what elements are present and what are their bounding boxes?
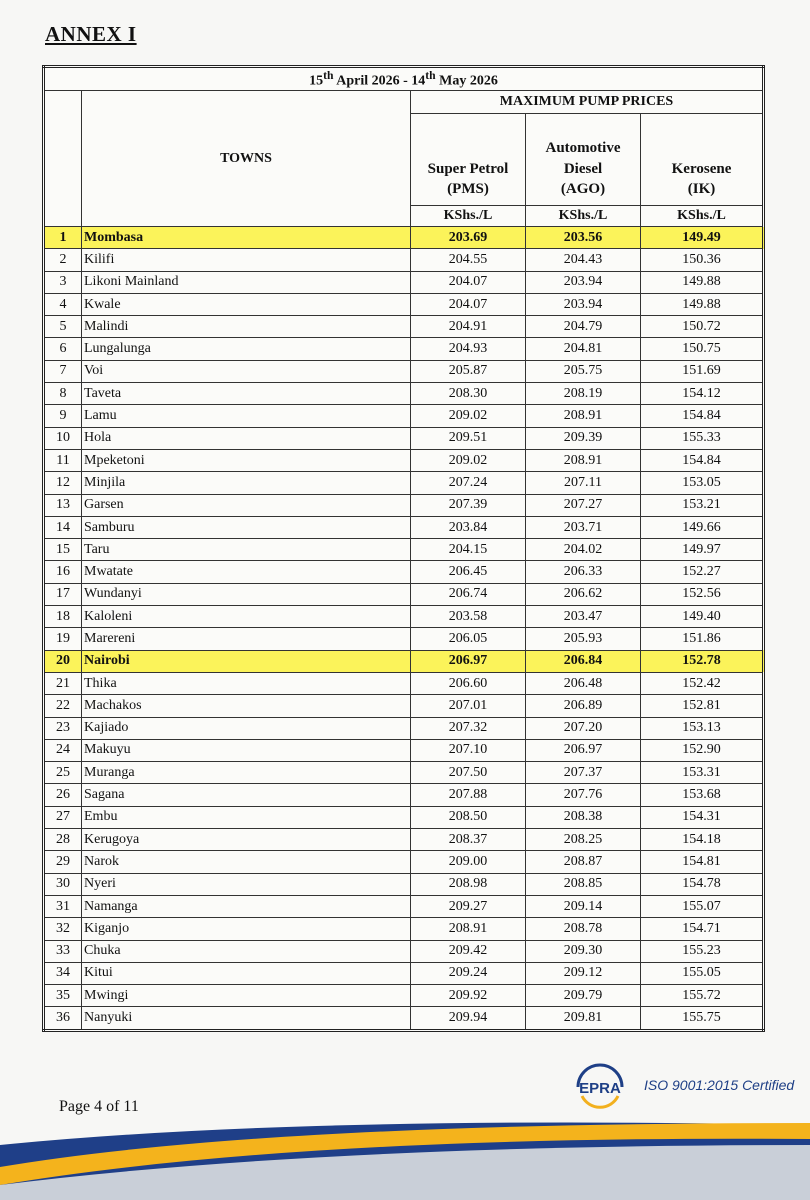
town-name: Mombasa <box>82 227 411 249</box>
table-row <box>44 1007 764 1030</box>
ik-price: 154.12 <box>641 383 764 405</box>
row-number: 19 <box>44 628 82 650</box>
table-row <box>44 628 764 650</box>
table-row <box>44 561 764 583</box>
row-number: 9 <box>44 405 82 427</box>
pms-price: 209.02 <box>411 405 526 427</box>
row-number: 8 <box>44 383 82 405</box>
table-row <box>44 829 764 851</box>
row-number: 4 <box>44 293 82 315</box>
pms-price: 209.51 <box>411 427 526 449</box>
ago-price: 208.91 <box>526 405 641 427</box>
town-name: Kajiado <box>82 717 411 739</box>
table-row <box>44 762 764 784</box>
pms-price: 203.69 <box>411 227 526 249</box>
row-number: 34 <box>44 962 82 984</box>
row-number: 28 <box>44 829 82 851</box>
table-row <box>44 360 764 382</box>
table-row <box>44 249 764 271</box>
table-row <box>44 227 764 249</box>
town-name: Chuka <box>82 940 411 962</box>
ago-price: 208.87 <box>526 851 641 873</box>
ik-price: 154.84 <box>641 449 764 471</box>
ik-price: 155.72 <box>641 985 764 1007</box>
table-row <box>44 918 764 940</box>
pms-price: 207.10 <box>411 739 526 761</box>
pms-price: 207.32 <box>411 717 526 739</box>
pms-price: 206.97 <box>411 650 526 672</box>
table-body <box>44 227 764 1031</box>
table-row <box>44 583 764 605</box>
ik-price: 153.21 <box>641 494 764 516</box>
pms-price: 204.91 <box>411 316 526 338</box>
pms-price: 209.94 <box>411 1007 526 1030</box>
ago-price: 207.20 <box>526 717 641 739</box>
pms-price: 203.58 <box>411 606 526 628</box>
row-number: 22 <box>44 695 82 717</box>
ik-price: 154.71 <box>641 918 764 940</box>
town-name: Mwatate <box>82 561 411 583</box>
ago-price: 205.93 <box>526 628 641 650</box>
town-name: Muranga <box>82 762 411 784</box>
epra-logo <box>570 1063 630 1109</box>
period-heading: 15th April 2026 - 14th May 2026 <box>44 67 764 91</box>
ago-price: 207.11 <box>526 472 641 494</box>
pms-price: 209.42 <box>411 940 526 962</box>
ik-price: 151.86 <box>641 628 764 650</box>
town-name: Wundanyi <box>82 583 411 605</box>
ik-price: 149.40 <box>641 606 764 628</box>
ago-price: 207.76 <box>526 784 641 806</box>
pms-price: 206.45 <box>411 561 526 583</box>
ik-price: 155.23 <box>641 940 764 962</box>
ago-price: 203.71 <box>526 516 641 538</box>
ago-column-header <box>526 114 641 206</box>
row-number: 24 <box>44 739 82 761</box>
row-number: 2 <box>44 249 82 271</box>
town-name: Machakos <box>82 695 411 717</box>
ik-price: 155.33 <box>641 427 764 449</box>
ago-price: 204.79 <box>526 316 641 338</box>
table-row <box>44 717 764 739</box>
town-name: Kaloleni <box>82 606 411 628</box>
pms-price: 204.55 <box>411 249 526 271</box>
pms-price: 208.50 <box>411 806 526 828</box>
row-number: 10 <box>44 427 82 449</box>
town-name: Makuyu <box>82 739 411 761</box>
ago-price: 208.91 <box>526 449 641 471</box>
row-number: 27 <box>44 806 82 828</box>
row-number: 16 <box>44 561 82 583</box>
pms-price: 204.15 <box>411 539 526 561</box>
ago-price: 206.89 <box>526 695 641 717</box>
ago-price: 209.12 <box>526 962 641 984</box>
town-name: Lamu <box>82 405 411 427</box>
ik-price: 152.27 <box>641 561 764 583</box>
ik-unit: KShs./L <box>641 206 764 227</box>
town-name: Nairobi <box>82 650 411 672</box>
ik-price: 150.75 <box>641 338 764 360</box>
table-row <box>44 338 764 360</box>
table-row <box>44 895 764 917</box>
town-name: Kerugoya <box>82 829 411 851</box>
ik-price: 152.42 <box>641 672 764 694</box>
town-name: Garsen <box>82 494 411 516</box>
ik-price: 153.05 <box>641 472 764 494</box>
table-row <box>44 516 764 538</box>
ago-header-line3: (AGO) <box>560 180 606 197</box>
ik-price: 155.05 <box>641 962 764 984</box>
row-number: 29 <box>44 851 82 873</box>
number-column-header <box>44 91 82 227</box>
pms-price: 207.39 <box>411 494 526 516</box>
ago-price: 207.37 <box>526 762 641 784</box>
ago-price: 208.19 <box>526 383 641 405</box>
row-number: 33 <box>44 940 82 962</box>
pms-price: 208.91 <box>411 918 526 940</box>
ik-header-line2: Kerosene <box>671 160 732 177</box>
table-row <box>44 606 764 628</box>
table-row <box>44 494 764 516</box>
pms-price: 207.01 <box>411 695 526 717</box>
ago-header-line2: Diesel <box>563 160 603 177</box>
ik-price: 150.36 <box>641 249 764 271</box>
town-name: Taru <box>82 539 411 561</box>
ik-price: 149.49 <box>641 227 764 249</box>
ago-price: 208.85 <box>526 873 641 895</box>
ik-header-line3: (IK) <box>687 180 716 197</box>
town-name: Nyeri <box>82 873 411 895</box>
ago-price: 206.48 <box>526 672 641 694</box>
table-row <box>44 940 764 962</box>
ik-price: 154.81 <box>641 851 764 873</box>
town-name: Sagana <box>82 784 411 806</box>
ik-price: 154.31 <box>641 806 764 828</box>
ik-price: 152.81 <box>641 695 764 717</box>
row-number: 23 <box>44 717 82 739</box>
town-name: Taveta <box>82 383 411 405</box>
ik-price: 149.88 <box>641 293 764 315</box>
pms-price: 205.87 <box>411 360 526 382</box>
row-number: 36 <box>44 1007 82 1030</box>
row-number: 15 <box>44 539 82 561</box>
logo-text: EPRA <box>579 1080 621 1097</box>
ik-column-header <box>641 114 764 206</box>
town-name: Minjila <box>82 472 411 494</box>
ago-price: 206.84 <box>526 650 641 672</box>
ago-price: 206.62 <box>526 583 641 605</box>
table-row <box>44 962 764 984</box>
ago-price: 209.39 <box>526 427 641 449</box>
ago-price: 208.25 <box>526 829 641 851</box>
pms-price: 207.50 <box>411 762 526 784</box>
ik-price: 149.88 <box>641 271 764 293</box>
iso-certification: ISO 9001:2015 Certified <box>644 1077 795 1093</box>
pms-header-line3: (PMS) <box>447 180 489 197</box>
pms-price: 204.07 <box>411 271 526 293</box>
ago-price: 209.14 <box>526 895 641 917</box>
table-row <box>44 672 764 694</box>
table-row <box>44 449 764 471</box>
ago-price: 206.97 <box>526 739 641 761</box>
ago-price: 209.79 <box>526 985 641 1007</box>
ik-price: 153.13 <box>641 717 764 739</box>
pms-unit: KShs./L <box>411 206 526 227</box>
town-name: Narok <box>82 851 411 873</box>
pms-price: 208.30 <box>411 383 526 405</box>
town-name: Embu <box>82 806 411 828</box>
town-name: Samburu <box>82 516 411 538</box>
row-number: 1 <box>44 227 82 249</box>
table-row <box>44 985 764 1007</box>
ik-price: 149.97 <box>641 539 764 561</box>
table-row <box>44 316 764 338</box>
footer-swoosh <box>0 1105 810 1200</box>
table-row <box>44 873 764 895</box>
town-name: Nanyuki <box>82 1007 411 1030</box>
ago-price: 208.38 <box>526 806 641 828</box>
town-name: Kilifi <box>82 249 411 271</box>
town-name: Mwingi <box>82 985 411 1007</box>
annex-title: ANNEX I <box>45 22 137 46</box>
ago-price: 204.43 <box>526 249 641 271</box>
table-row <box>44 784 764 806</box>
town-name: Namanga <box>82 895 411 917</box>
row-number: 3 <box>44 271 82 293</box>
ik-price: 154.78 <box>641 873 764 895</box>
ago-price: 205.75 <box>526 360 641 382</box>
town-name: Mpeketoni <box>82 449 411 471</box>
row-number: 26 <box>44 784 82 806</box>
max-prices-row <box>44 91 764 114</box>
town-name: Likoni Mainland <box>82 271 411 293</box>
table-row <box>44 293 764 315</box>
pms-price: 206.60 <box>411 672 526 694</box>
ik-price: 155.75 <box>641 1007 764 1030</box>
table-row <box>44 539 764 561</box>
pms-price: 207.24 <box>411 472 526 494</box>
table-row <box>44 405 764 427</box>
table-row <box>44 806 764 828</box>
town-name: Kiganjo <box>82 918 411 940</box>
pms-price: 209.00 <box>411 851 526 873</box>
table-row <box>44 271 764 293</box>
ik-price: 152.90 <box>641 739 764 761</box>
pms-header-line2: Super Petrol <box>427 160 509 177</box>
row-number: 30 <box>44 873 82 895</box>
table-row <box>44 383 764 405</box>
table-row <box>44 427 764 449</box>
table-row <box>44 472 764 494</box>
town-name: Kwale <box>82 293 411 315</box>
row-number: 31 <box>44 895 82 917</box>
pms-price: 209.24 <box>411 962 526 984</box>
pump-prices-table <box>42 65 765 1032</box>
pms-price: 209.92 <box>411 985 526 1007</box>
ago-price: 204.02 <box>526 539 641 561</box>
row-number: 20 <box>44 650 82 672</box>
pms-price: 208.98 <box>411 873 526 895</box>
row-number: 6 <box>44 338 82 360</box>
ago-header-line1: Automotive <box>545 140 621 157</box>
town-name: Thika <box>82 672 411 694</box>
town-name: Marereni <box>82 628 411 650</box>
row-number: 5 <box>44 316 82 338</box>
pms-price: 209.27 <box>411 895 526 917</box>
ik-price: 152.56 <box>641 583 764 605</box>
ago-price: 203.94 <box>526 271 641 293</box>
row-number: 17 <box>44 583 82 605</box>
ik-price: 154.18 <box>641 829 764 851</box>
pms-price: 207.88 <box>411 784 526 806</box>
town-name: Kitui <box>82 962 411 984</box>
row-number: 32 <box>44 918 82 940</box>
ago-price: 206.33 <box>526 561 641 583</box>
row-number: 13 <box>44 494 82 516</box>
ik-price: 151.69 <box>641 360 764 382</box>
ago-price: 208.78 <box>526 918 641 940</box>
pms-price: 203.84 <box>411 516 526 538</box>
row-number: 21 <box>44 672 82 694</box>
row-number: 12 <box>44 472 82 494</box>
table-row <box>44 851 764 873</box>
row-number: 35 <box>44 985 82 1007</box>
ik-price: 150.72 <box>641 316 764 338</box>
ik-price: 153.68 <box>641 784 764 806</box>
max-pump-prices-header: MAXIMUM PUMP PRICES <box>411 91 764 114</box>
row-number: 7 <box>44 360 82 382</box>
pms-price: 206.05 <box>411 628 526 650</box>
row-number: 25 <box>44 762 82 784</box>
period-row <box>44 67 764 91</box>
row-number: 14 <box>44 516 82 538</box>
ago-price: 204.81 <box>526 338 641 360</box>
ik-price: 155.07 <box>641 895 764 917</box>
ago-price: 209.81 <box>526 1007 641 1030</box>
town-name: Lungalunga <box>82 338 411 360</box>
pms-price: 209.02 <box>411 449 526 471</box>
pms-column-header <box>411 114 526 206</box>
ik-price: 154.84 <box>641 405 764 427</box>
pms-price: 208.37 <box>411 829 526 851</box>
ago-price: 209.30 <box>526 940 641 962</box>
pms-price: 204.93 <box>411 338 526 360</box>
table-row <box>44 739 764 761</box>
town-name: Hola <box>82 427 411 449</box>
ago-price: 207.27 <box>526 494 641 516</box>
ago-price: 203.56 <box>526 227 641 249</box>
row-number: 18 <box>44 606 82 628</box>
ik-price: 153.31 <box>641 762 764 784</box>
towns-header: TOWNS <box>82 91 411 227</box>
ik-price: 152.78 <box>641 650 764 672</box>
town-name: Malindi <box>82 316 411 338</box>
pms-price: 206.74 <box>411 583 526 605</box>
ik-price: 149.66 <box>641 516 764 538</box>
table-row <box>44 695 764 717</box>
town-name: Voi <box>82 360 411 382</box>
pms-price: 204.07 <box>411 293 526 315</box>
ago-unit: KShs./L <box>526 206 641 227</box>
ago-price: 203.94 <box>526 293 641 315</box>
ago-price: 203.47 <box>526 606 641 628</box>
table-row <box>44 650 764 672</box>
page-number: Page 4 of 11 <box>59 1098 139 1115</box>
row-number: 11 <box>44 449 82 471</box>
